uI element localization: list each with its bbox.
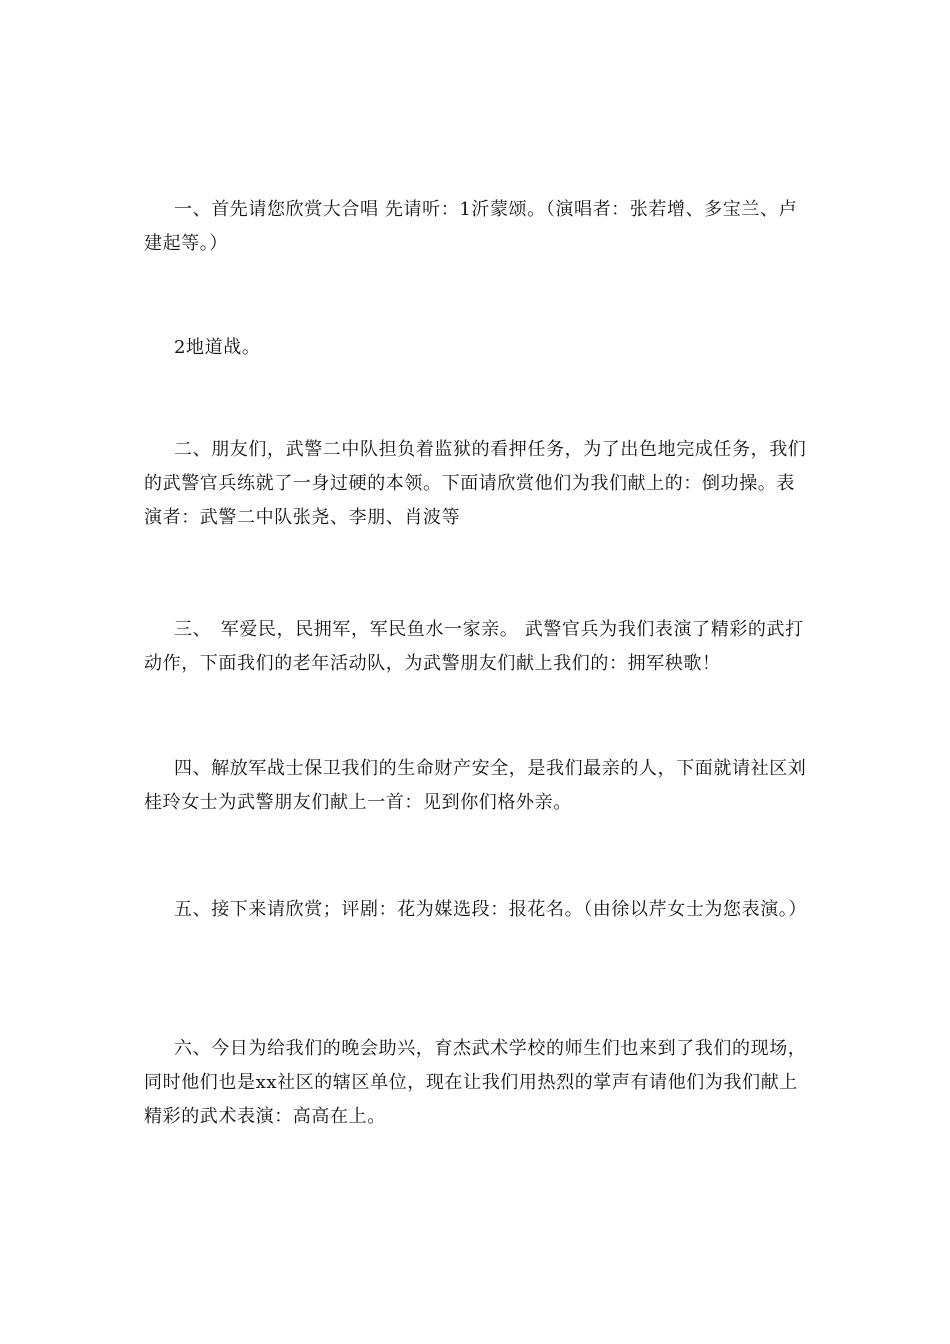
program-item-1-paragraph: 一、首先请您欣赏大合唱 先请听：1沂蒙颂。（演唱者：张若增、多宝兰、卢建起等。）	[144, 199, 798, 254]
program-item-1-second-song: 2地道战。	[174, 337, 261, 358]
program-item-6-paragraph: 六、今日为给我们的晚会助兴，育杰武术学校的师生们也来到了我们的现场，同时他们也是xx社区的辖区单位，现在让我们用热烈的掌声有请他们为我们献上精彩的武术表演：高高在上。	[144, 1038, 807, 1127]
program-item-3-paragraph: 三、 军爱民，民拥军，军民鱼水一家亲。 武警官兵为我们表演了精彩的武打动作，下面我们的老年活动队，为武警朋友们献上我们的：拥军秧歌！	[144, 619, 804, 674]
program-item-2-paragraph: 二、朋友们，武警二中队担负着监狱的看押任务，为了出色地完成任务，我们的武警官兵练就了一身过硬的本领。下面请欣赏他们为我们献上的：倒功操。表演者：武警二中队张尧、李朋、肖波等	[144, 439, 807, 528]
program-item-5-paragraph: 五、接下来请欣赏；评剧：花为媒选段：报花名。（由徐以芹女士为您表演。）	[174, 899, 807, 920]
program-item-4-paragraph: 四、解放军战士保卫我们的生命财产安全，是我们最亲的人，下面就请社区刘桂玲女士为武警朋友们献上一首：见到你们格外亲。	[144, 758, 807, 813]
